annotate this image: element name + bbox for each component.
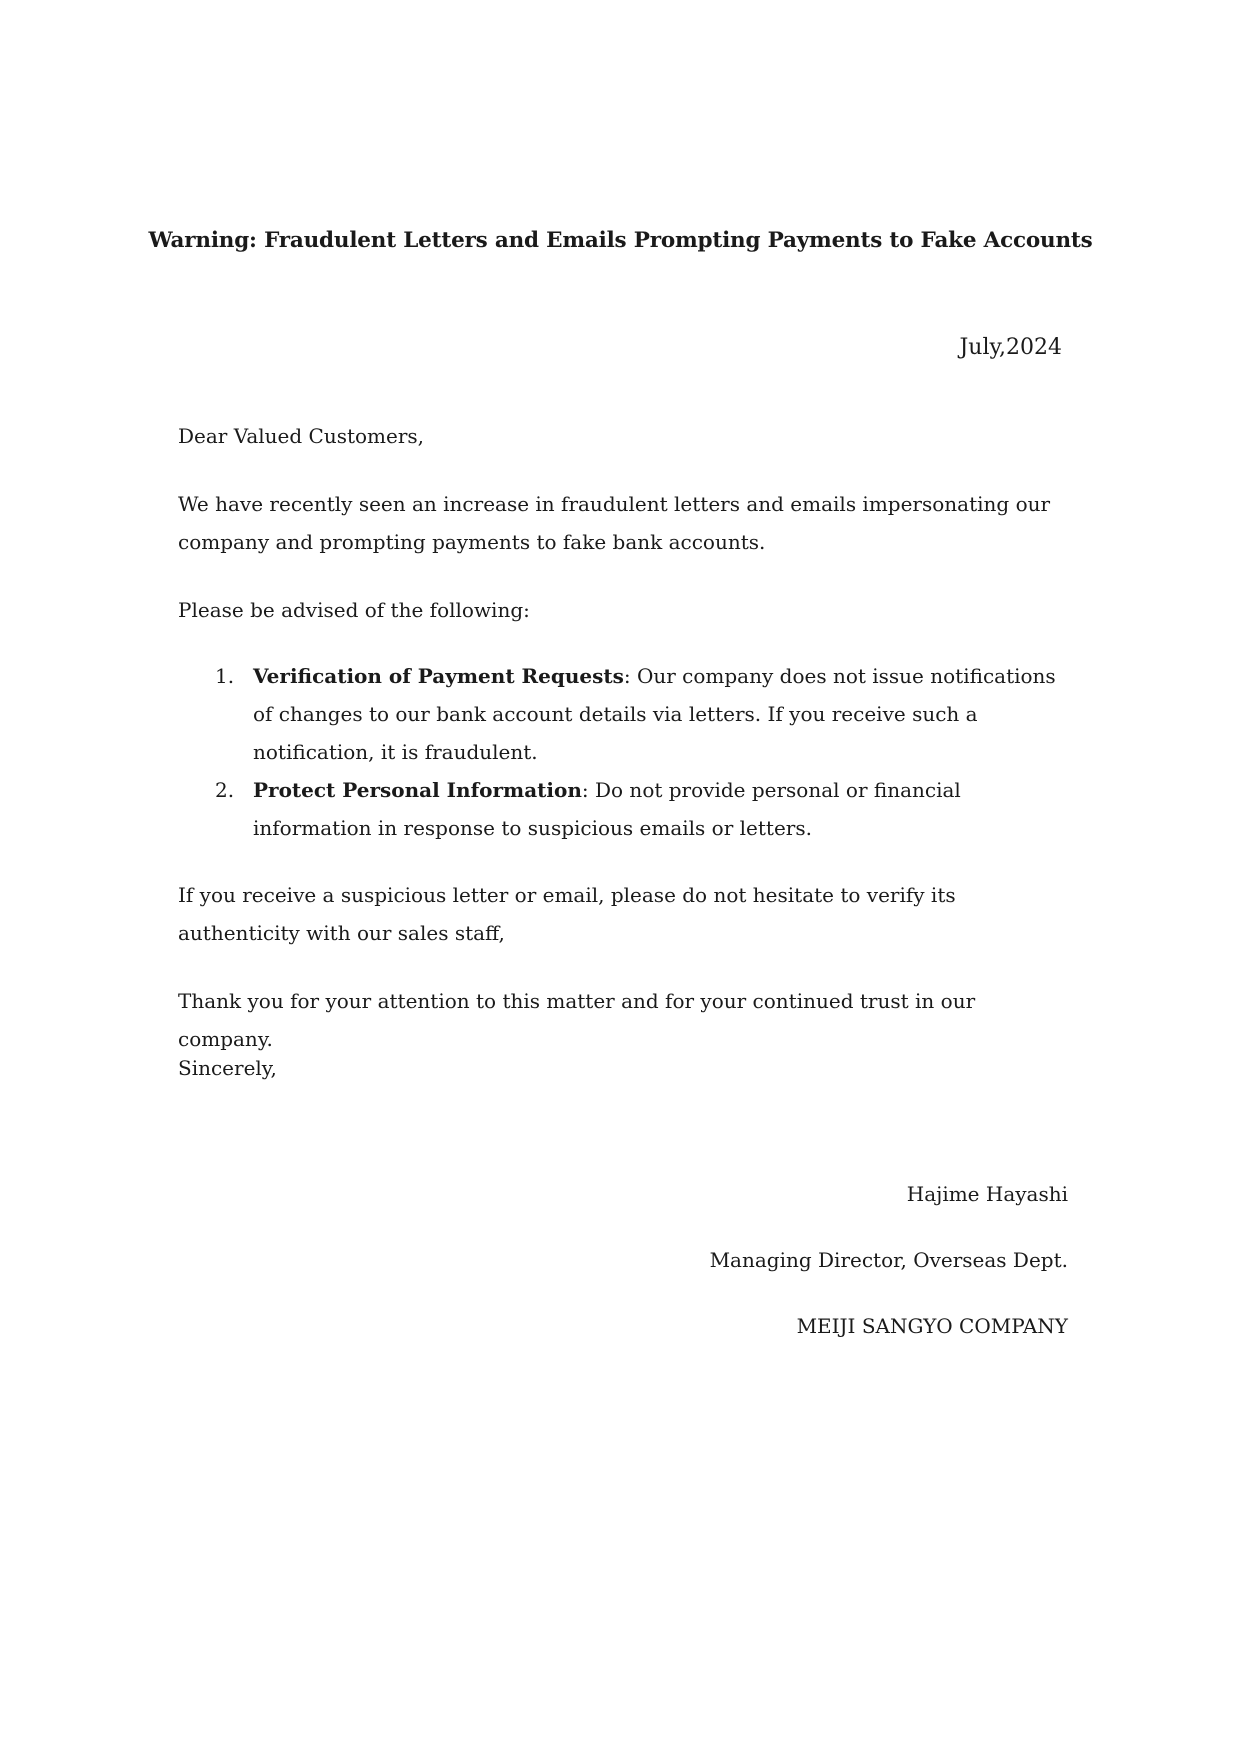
closing: Sincerely, [178, 1056, 277, 1080]
list-item-text: : Do not provide personal or financial information in response to suspicious emails or letters. [253, 778, 961, 840]
list-item-heading: Verification of Payment Requests [253, 664, 624, 688]
list-item-text: : Our company does not issue notifications of changes to our bank account details via letters. If you receive such a notification, it is fraudulent. [253, 664, 1056, 764]
advisory-paragraph: Please be advised of the following: [178, 598, 530, 622]
salutation: Dear Valued Customers, [178, 424, 425, 448]
thanks-paragraph: Thank you for your attention to this matter and for your continued trust in our company. [178, 989, 976, 1051]
list-item-number: 1. [215, 664, 235, 688]
letter-date: July,2024 [959, 335, 1062, 360]
intro-paragraph: We have recently seen an increase in fraudulent letters and emails impersonating our company and prompting payments to fake bank accounts. [178, 492, 1051, 554]
letter-title: Warning: Fraudulent Letters and Emails Prompting Payments to Fake Accounts [148, 228, 1093, 253]
list-item-number: 2. [215, 778, 235, 802]
verify-paragraph: If you receive a suspicious letter or email, please do not hesitate to verify its authenticity with our sales staff, [178, 883, 956, 945]
list-item [178, 771, 1068, 847]
signature-company: MEIJI SANGYO COMPANY [796, 1314, 1068, 1338]
list-item [178, 657, 1068, 771]
list-item-heading: Protect Personal Information [253, 778, 582, 802]
signature-name: Hajime Hayashi [906, 1182, 1068, 1206]
signature-position: Managing Director, Overseas Dept. [709, 1248, 1068, 1272]
advisory-list [178, 657, 1068, 847]
